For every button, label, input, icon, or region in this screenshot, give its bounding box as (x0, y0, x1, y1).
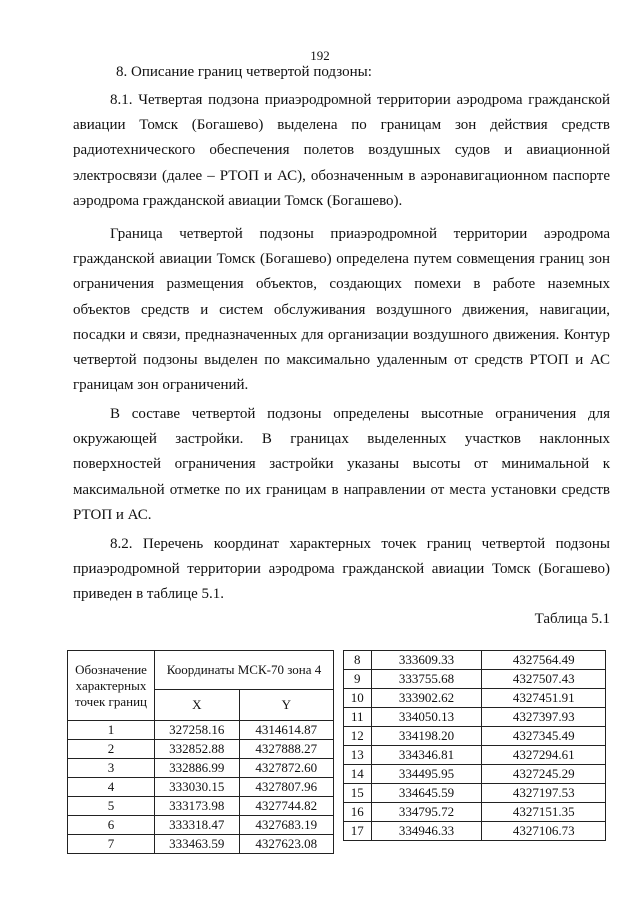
paragraph-boundary: Граница четвертой подзоны приаэродромной территории аэродрома гражданской авиации Томск (Богашево) определена путем совмещения границ зон ограничения размещения объектов, создающих помехи в работе наземных объектов средств и систем обслуживания воздушного движения, навигации, посадки и связи, предназначенных для организации воздушного движения. Контур четвертой подзоны выделен по максимально удаленным от средств РТОП и АС границам зон ограничений. (73, 226, 610, 394)
header-point: Обозначение характерных точек границ (68, 651, 155, 721)
table-row (68, 759, 334, 778)
table-row (344, 822, 606, 841)
point-number-cell: 9 (344, 670, 372, 689)
coordinates-table-left (67, 650, 334, 854)
table-row (344, 765, 606, 784)
x-coordinate-cell: 334198.20 (371, 727, 482, 746)
x-coordinate-cell: 334795.72 (371, 803, 482, 822)
x-coordinate-cell: 333030.15 (155, 778, 240, 797)
x-coordinate-cell: 334050.13 (371, 708, 482, 727)
x-coordinate-cell: 334346.81 (371, 746, 482, 765)
table-row (68, 835, 334, 854)
point-number-cell: 11 (344, 708, 372, 727)
table-row (344, 708, 606, 727)
table-row (68, 816, 334, 835)
x-coordinate-cell: 334495.95 (371, 765, 482, 784)
x-coordinate-cell: 332852.88 (155, 740, 240, 759)
point-number-cell: 16 (344, 803, 372, 822)
y-coordinate-cell: 4327151.35 (482, 803, 606, 822)
y-coordinate-cell: 4327197.53 (482, 784, 606, 803)
table-caption: Таблица 5.1 (534, 611, 610, 627)
x-coordinate-cell: 334645.59 (371, 784, 482, 803)
header-coords: Координаты МСК-70 зона 4 (155, 651, 334, 690)
y-coordinate-cell: 4314614.87 (239, 721, 333, 740)
table-row (68, 778, 334, 797)
y-coordinate-cell: 4327451.91 (482, 689, 606, 708)
table-header-row (68, 651, 334, 690)
y-coordinate-cell: 4327888.27 (239, 740, 333, 759)
table-row (344, 689, 606, 708)
point-number-cell: 8 (344, 651, 372, 670)
header-y: Y (239, 690, 333, 721)
point-number-cell: 7 (68, 835, 155, 854)
y-coordinate-cell: 4327872.60 (239, 759, 333, 778)
table-row (68, 721, 334, 740)
point-number-cell: 10 (344, 689, 372, 708)
point-number-cell: 6 (68, 816, 155, 835)
paragraph-8-2: 8.2. Перечень координат характерных точек границ четвертой подзоны приаэродромной территории аэродрома гражданской авиации Томск (Богашево) приведен в таблице 5.1. (73, 536, 610, 603)
point-number-cell: 15 (344, 784, 372, 803)
x-coordinate-cell: 333609.33 (371, 651, 482, 670)
table-row (344, 670, 606, 689)
x-coordinate-cell: 327258.16 (155, 721, 240, 740)
point-number-cell: 17 (344, 822, 372, 841)
point-number-cell: 1 (68, 721, 155, 740)
y-coordinate-cell: 4327106.73 (482, 822, 606, 841)
x-coordinate-cell: 333318.47 (155, 816, 240, 835)
table-row (344, 746, 606, 765)
section-heading: 8. Описание границ четвертой подзоны: (116, 64, 372, 80)
y-coordinate-cell: 4327294.61 (482, 746, 606, 765)
header-x: X (155, 690, 240, 721)
point-number-cell: 2 (68, 740, 155, 759)
y-coordinate-cell: 4327564.49 (482, 651, 606, 670)
y-coordinate-cell: 4327807.96 (239, 778, 333, 797)
point-number-cell: 12 (344, 727, 372, 746)
x-coordinate-cell: 333755.68 (371, 670, 482, 689)
coordinates-table-right (343, 650, 606, 841)
x-coordinate-cell: 333902.62 (371, 689, 482, 708)
y-coordinate-cell: 4327744.82 (239, 797, 333, 816)
y-coordinate-cell: 4327623.08 (239, 835, 333, 854)
paragraph-height-limits: В составе четвертой подзоны определены высотные ограничения для окружающей застройки. В границах выделенных участков наклонных поверхностей ограничения застройки указаны высоты от минимальной к максимальной отметке по их границам в направлении от места установки средств РТОП и АС. (73, 406, 610, 523)
table-row (344, 784, 606, 803)
paragraph-8-1: 8.1. Четвертая подзона приаэродромной территории аэродрома гражданской авиации Томск (Богашево) выделена по границам зон действия средств радиотехнического обеспечения полетов воздушных судов и авиационной электросвязи (далее – РТОП и АС), обозначенным в аэронавигационном паспорте аэродрома гражданской авиации Томск (Богашево). (73, 92, 610, 209)
y-coordinate-cell: 4327245.29 (482, 765, 606, 784)
x-coordinate-cell: 334946.33 (371, 822, 482, 841)
page-number: 192 (310, 48, 330, 63)
x-coordinate-cell: 332886.99 (155, 759, 240, 778)
table-row (68, 797, 334, 816)
x-coordinate-cell: 333173.98 (155, 797, 240, 816)
point-number-cell: 4 (68, 778, 155, 797)
point-number-cell: 3 (68, 759, 155, 778)
table-row (344, 727, 606, 746)
table-row (344, 803, 606, 822)
y-coordinate-cell: 4327507.43 (482, 670, 606, 689)
point-number-cell: 13 (344, 746, 372, 765)
table-row (344, 651, 606, 670)
table-row (68, 740, 334, 759)
y-coordinate-cell: 4327397.93 (482, 708, 606, 727)
y-coordinate-cell: 4327345.49 (482, 727, 606, 746)
point-number-cell: 5 (68, 797, 155, 816)
y-coordinate-cell: 4327683.19 (239, 816, 333, 835)
point-number-cell: 14 (344, 765, 372, 784)
x-coordinate-cell: 333463.59 (155, 835, 240, 854)
